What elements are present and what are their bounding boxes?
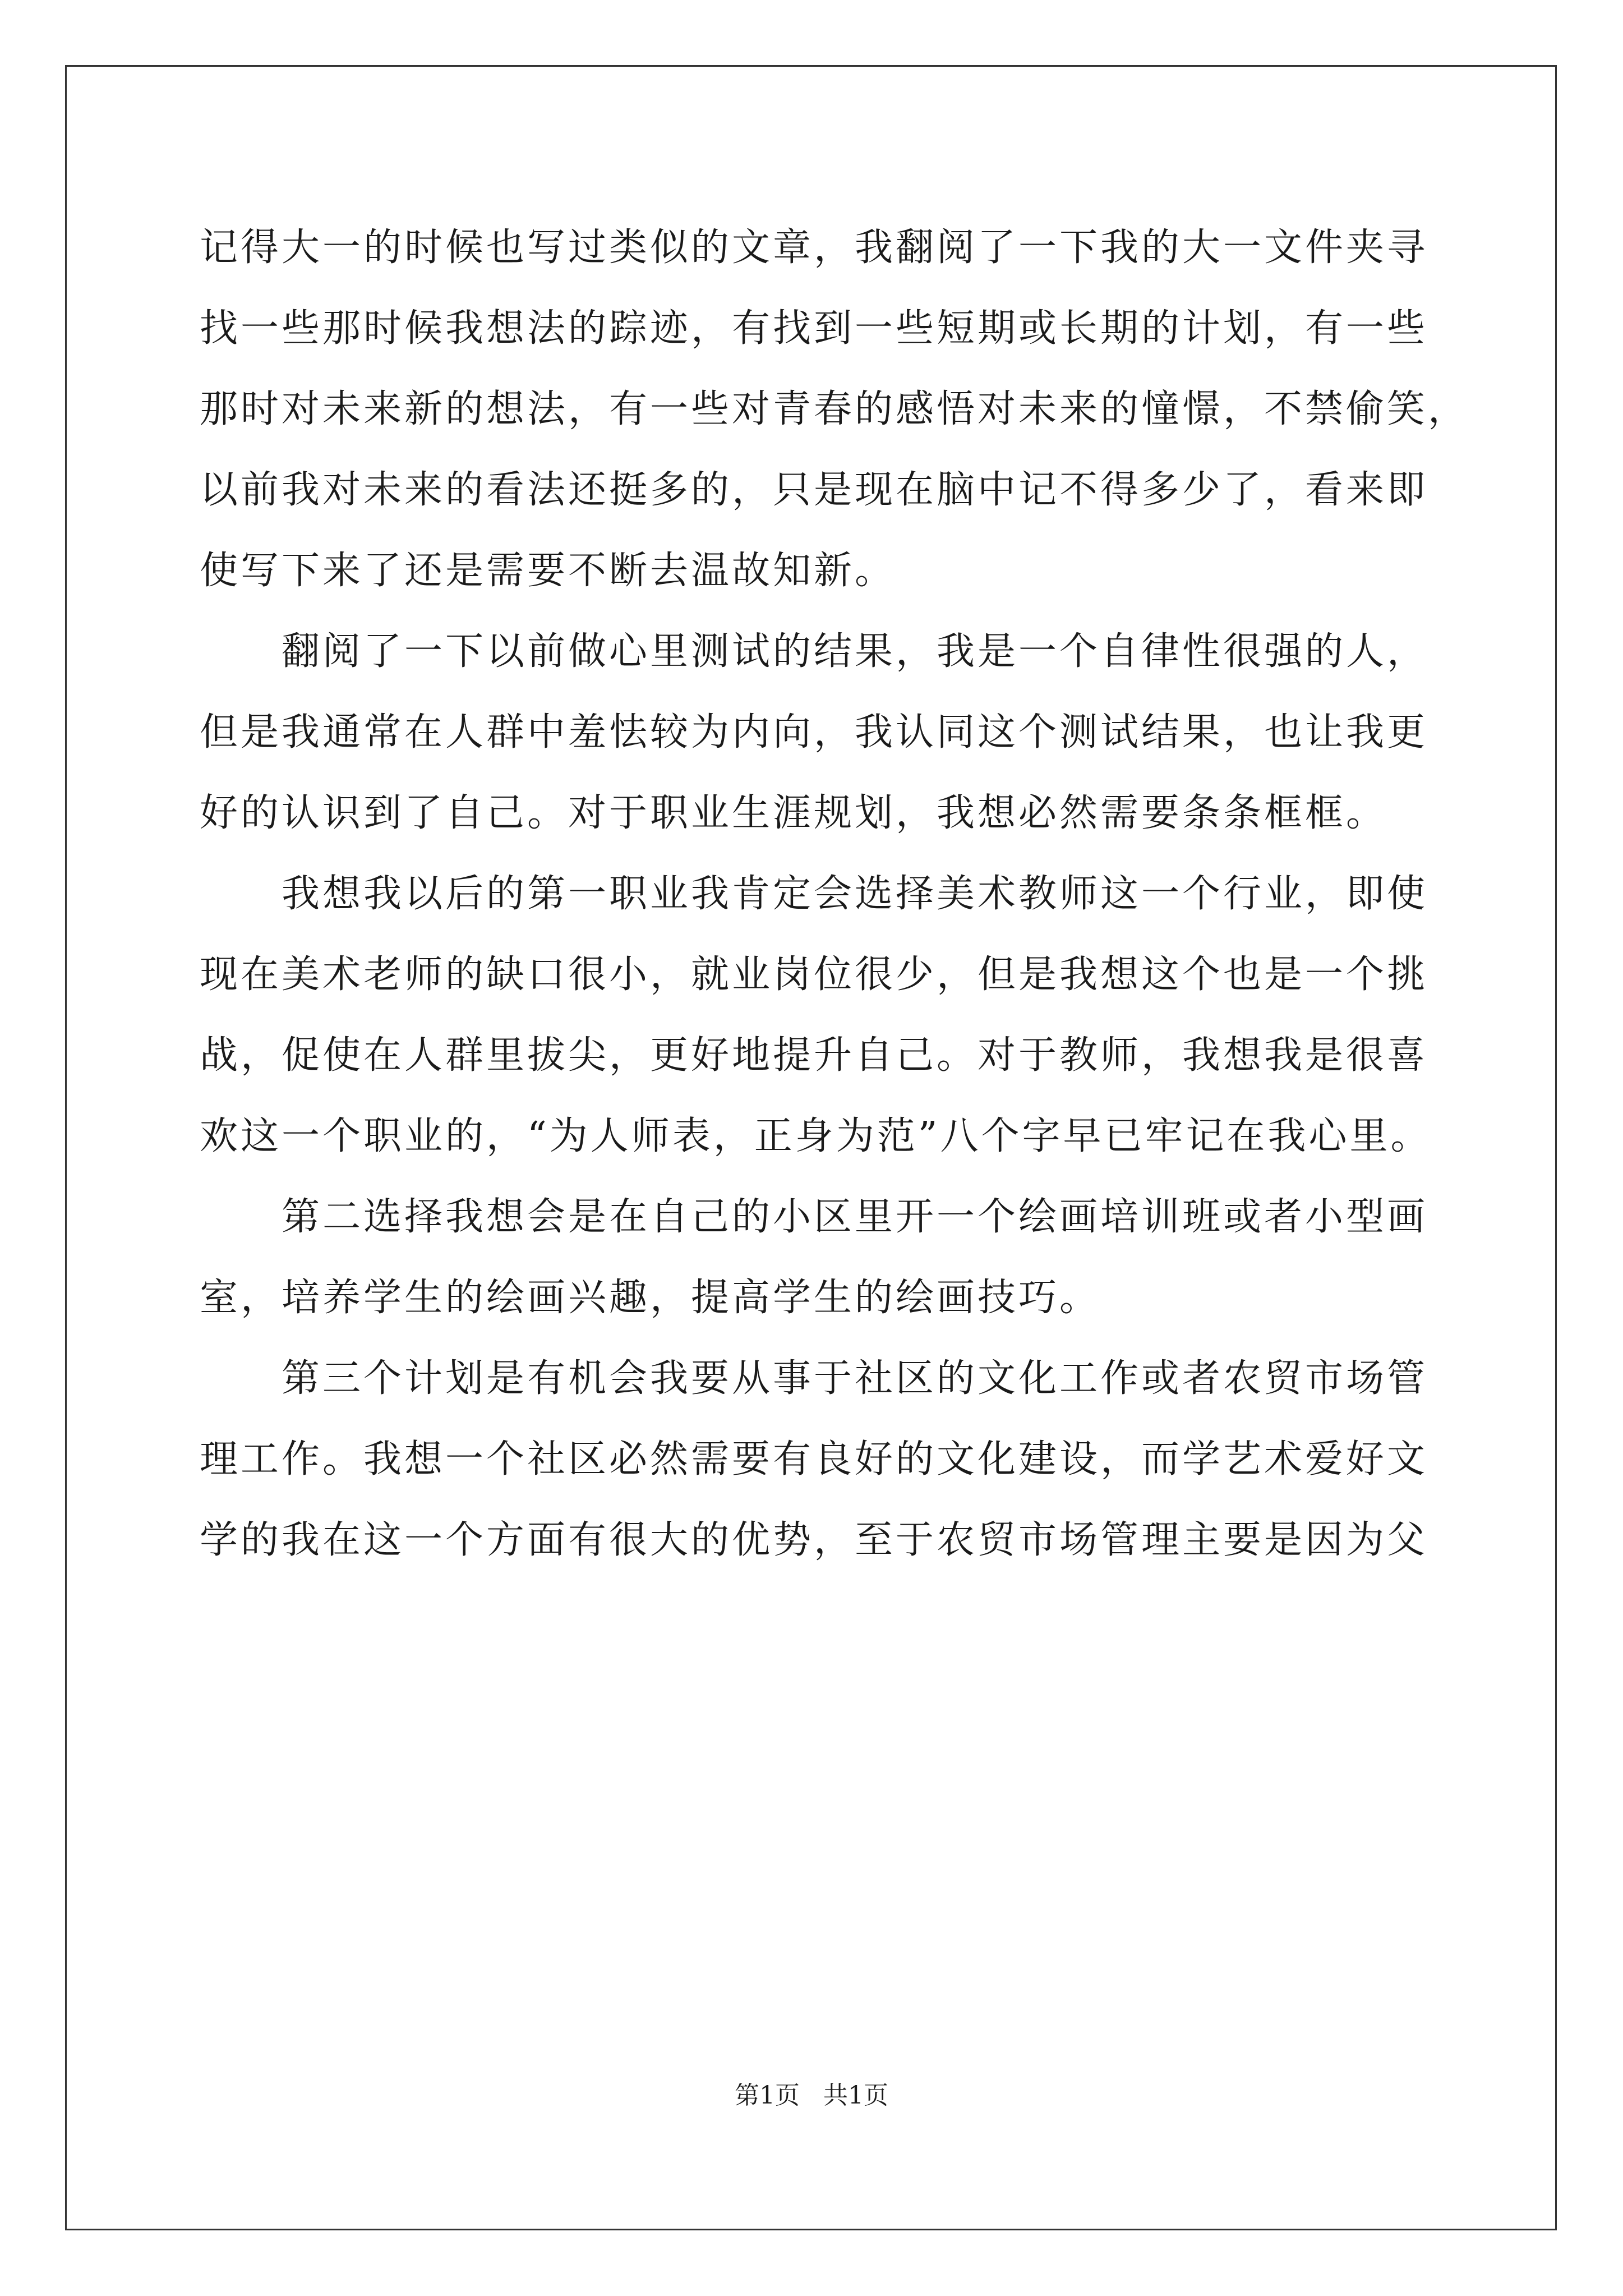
body-line-14: 室，培养学生的绘画兴趣，提高学生的绘画技巧。: [200, 1276, 1101, 1320]
body-line-12: 欢这一个职业的，“为人师表，正身为范”八个字早已牢记在我心里。: [200, 1114, 1432, 1158]
body-line-15: 第三个计划是有机会我要从事于社区的文化工作或者农贸市场管: [200, 1356, 1428, 1401]
body-line-6: 翻阅了一下以前做心里测试的结果，我是一个自律性很强的人，: [200, 629, 1428, 674]
body-line-2: 找一些那时候我想法的踪迹，有找到一些短期或长期的计划，有一些: [200, 306, 1428, 351]
body-line-9: 我想我以后的第一职业我肯定会选择美术教师这一个行业，即使: [200, 872, 1428, 916]
body-line-17: 学的我在这一个方面有很大的优势，至于农贸市场管理主要是因为父: [200, 1518, 1428, 1562]
body-line-16: 理工作。我想一个社区必然需要有良好的文化建设，而学艺术爱好文: [200, 1437, 1428, 1481]
body-line-10: 现在美术老师的缺口很小，就业岗位很少，但是我想这个也是一个挑: [200, 953, 1428, 997]
body-line-13: 第二选择我想会是在自己的小区里开一个绘画培训班或者小型画: [200, 1195, 1428, 1239]
body-line-4: 以前我对未来的看法还挺多的，只是现在脑中记不得多少了，看来即: [200, 468, 1428, 512]
body-line-11: 战，促使在人群里拔尖，更好地提升自己。对于教师，我想我是很喜: [200, 1033, 1428, 1078]
body-line-8: 好的认识到了自己。对于职业生涯规划，我想必然需要条条框框。: [200, 791, 1387, 835]
body-line-7: 但是我通常在人群中羞怯较为内向，我认同这个测试结果，也让我更: [200, 710, 1428, 754]
body-line-5: 使写下来了还是需要不断去温故知新。: [200, 549, 896, 593]
page-number-footer: 第1页 共1页: [735, 2081, 888, 2110]
body-line-3: 那时对未来新的想法，有一些对青春的感悟对未来的憧憬，不禁偷笑，: [200, 387, 1469, 431]
body-line-1: 记得大一的时候也写过类似的文章，我翻阅了一下我的大一文件夹寻: [200, 226, 1428, 270]
